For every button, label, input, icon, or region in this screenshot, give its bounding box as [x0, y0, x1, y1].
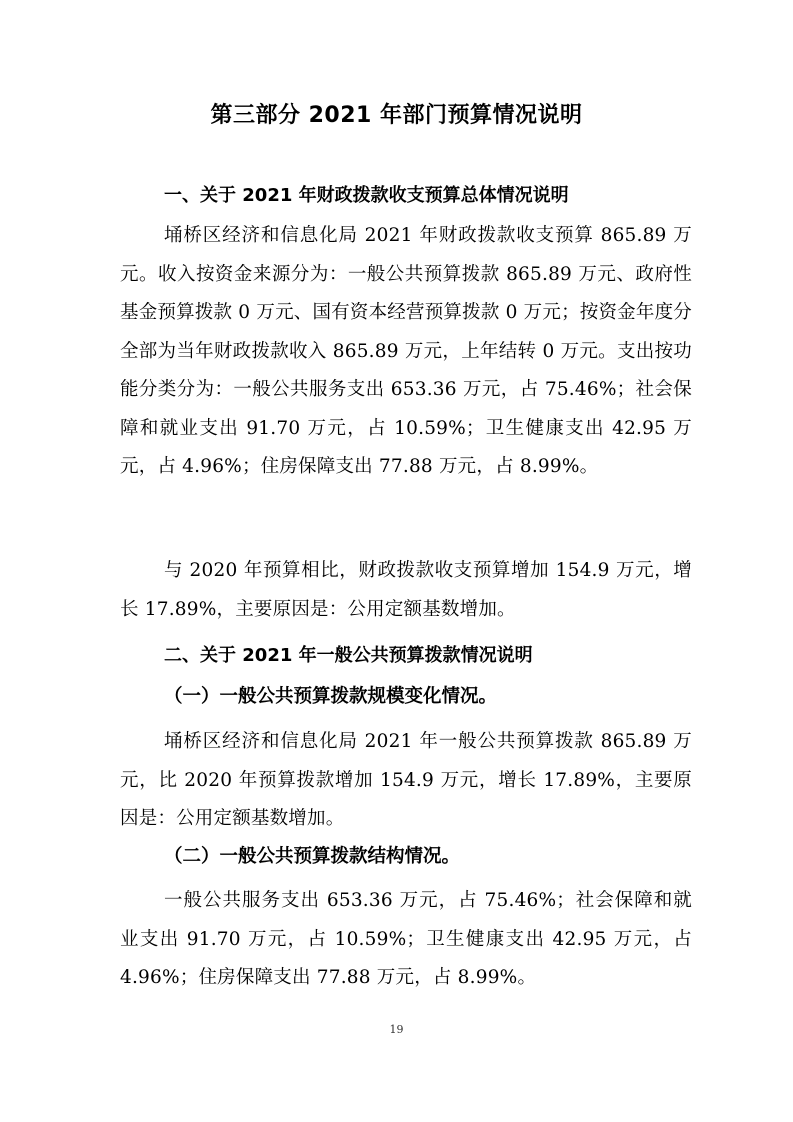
section-1-paragraph-1: 埇桥区经济和信息化局 2021 年财政拨款收支预算 865.89 万元。收入按资金来源分为：一般公共预算拨款 865.89 万元、政府性基金预算拨款 0 万元、国有资本经营预算拨款 0 万元；按资金年度分全部为当年财政拨款收入 865.89 万元，上年结转 0 万元。支出按功能分类分为：一般公共服务支出 653.36 万元，占 75.46%；社会保障和就业支出 91.70 万元，占 10.59%；卫生健康支出 42.95 万元，占 4.96%；住房保障支出 77.88 万元，占 8.99%。: [120, 225, 692, 477]
subsection-2-heading: （二）一般公共预算拨款结构情况。: [164, 846, 461, 867]
page-title: 第三部分 2021 年部门预算情况说明: [210, 103, 583, 128]
subsection-1-paragraph: 埇桥区经济和信息化局 2021 年一般公共预算拨款 865.89 万元，比 2020 年预算拨款增加 154.9 万元，增长 17.89%，主要原因是：公用定额基数增加。: [120, 731, 692, 829]
section-1-paragraph-2: 与 2020 年预算相比，财政拨款收支预算增加 154.9 万元，增长 17.89%，主要原因是：公用定额基数增加。: [120, 560, 692, 620]
subsection-2-paragraph: 一般公共服务支出 653.36 万元，占 75.46%；社会保障和就业支出 91.70 万元，占 10.59%；卫生健康支出 42.95 万元，占 4.96%；住房保障支出 77.88 万元，占 8.99%。: [120, 890, 692, 988]
section-2-heading: 二、关于 2021 年一般公共预算拨款情况说明: [164, 645, 533, 666]
section-1-heading: 一、关于 2021 年财政拨款收支预算总体情况说明: [164, 185, 569, 206]
page-number: 19: [389, 1023, 404, 1036]
subsection-1-heading: （一）一般公共预算拨款规模变化情况。: [164, 686, 498, 707]
